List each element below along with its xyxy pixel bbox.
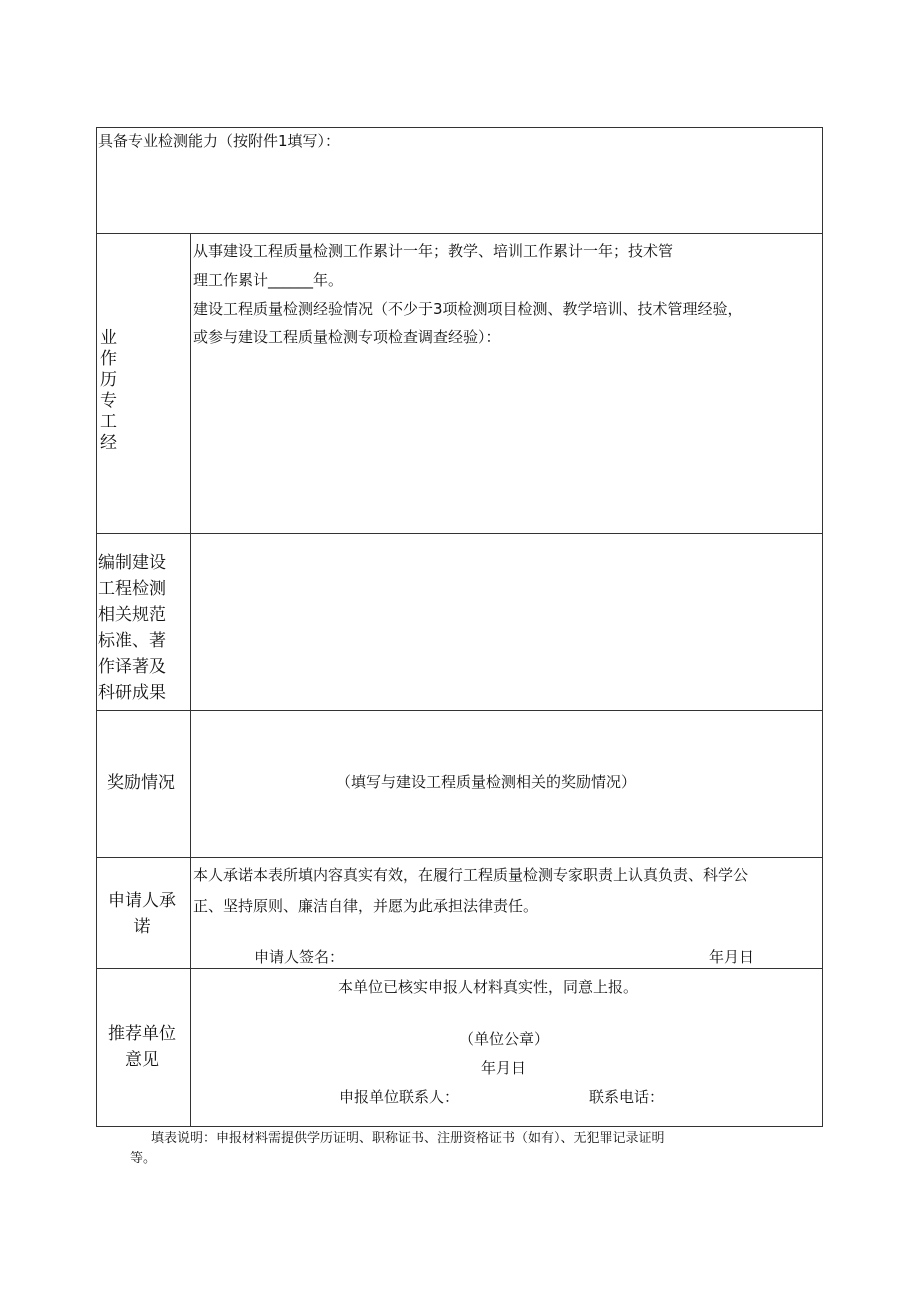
side-char: 历 [100, 370, 117, 390]
phone-label: 联系电话： [589, 1088, 665, 1106]
label-line: 诺 [133, 917, 151, 937]
capability-field[interactable] [97, 155, 822, 232]
commitment-line-2: 正、坚持原则、廉洁自律，并愿为此承担法律责任。 [193, 897, 539, 915]
awards-field[interactable] [191, 711, 822, 856]
label-line: 标准、著 [98, 631, 166, 651]
label-line: 相关规范 [98, 605, 166, 625]
experience-line-3: 建设工程质量检测经验情况（不少于3项检测项目检测、教学培训、技术管理经验， [193, 300, 743, 318]
unit-seal: （单位公章） [459, 1030, 550, 1048]
side-char: 业 [100, 328, 117, 348]
standards-field[interactable] [191, 534, 822, 709]
recommendation-date: 年月日 [481, 1059, 527, 1077]
label-line: 工程检测 [98, 579, 166, 599]
side-char: 专 [100, 391, 117, 411]
experience-field[interactable] [191, 352, 822, 532]
form-note-line-2: 等。 [130, 1151, 157, 1166]
label-line: 意见 [125, 1050, 159, 1070]
label-line: 推荐单位 [108, 1024, 176, 1044]
experience-years-unit: 年。 [313, 271, 344, 289]
experience-line-4: 或参与建设工程质量检测专项检查调查经验）： [193, 328, 501, 346]
label-line: 科研成果 [98, 683, 166, 703]
awards-label: 奖励情况 [107, 773, 175, 793]
form-note-line-1: 填表说明：申报材料需提供学历证明、职称证书、注册资格证书（如有）、无犯罪记录证明 [151, 1131, 665, 1146]
experience-side-label [100, 328, 124, 454]
row-divider [96, 857, 823, 858]
experience-years-label: 理工作累计 [193, 271, 269, 289]
label-line: 编制建设 [98, 553, 166, 573]
row-divider [96, 968, 823, 969]
experience-line-1: 从事建设工程质量检测工作累计一年；教学、培训工作累计一年；技术管 [193, 242, 674, 260]
commitment-date: 年月日 [709, 948, 755, 966]
awards-hint: （填写与建设工程质量检测相关的奖励情况） [336, 773, 637, 791]
experience-years-blank[interactable]: ______ [268, 271, 314, 289]
experience-line-2 [193, 273, 343, 288]
signature-label: 申请人签名： [254, 948, 345, 966]
commitment-label [107, 888, 177, 940]
recommendation-label [107, 1021, 177, 1073]
contact-person-field[interactable] [466, 1086, 576, 1108]
standards-label [98, 550, 166, 706]
side-char: 工 [100, 412, 117, 432]
capability-label: 具备专业检测能力（按附件1填写）： [98, 132, 341, 150]
label-line: 申请人承 [108, 891, 176, 911]
contact-person-label: 申报单位联系人： [339, 1088, 460, 1106]
side-char: 经 [100, 433, 117, 453]
side-char: 作 [100, 349, 117, 369]
commitment-line-1: 本人承诺本表所填内容真实有效，在履行工程质量检测专家职责上认真负责、科学公 [193, 866, 749, 884]
recommendation-statement: 本单位已核实申报人材料真实性，同意上报。 [338, 978, 639, 996]
phone-field[interactable] [665, 1086, 815, 1108]
signature-field[interactable] [350, 944, 690, 966]
row-divider [96, 233, 823, 234]
label-line: 作译著及 [98, 657, 166, 677]
